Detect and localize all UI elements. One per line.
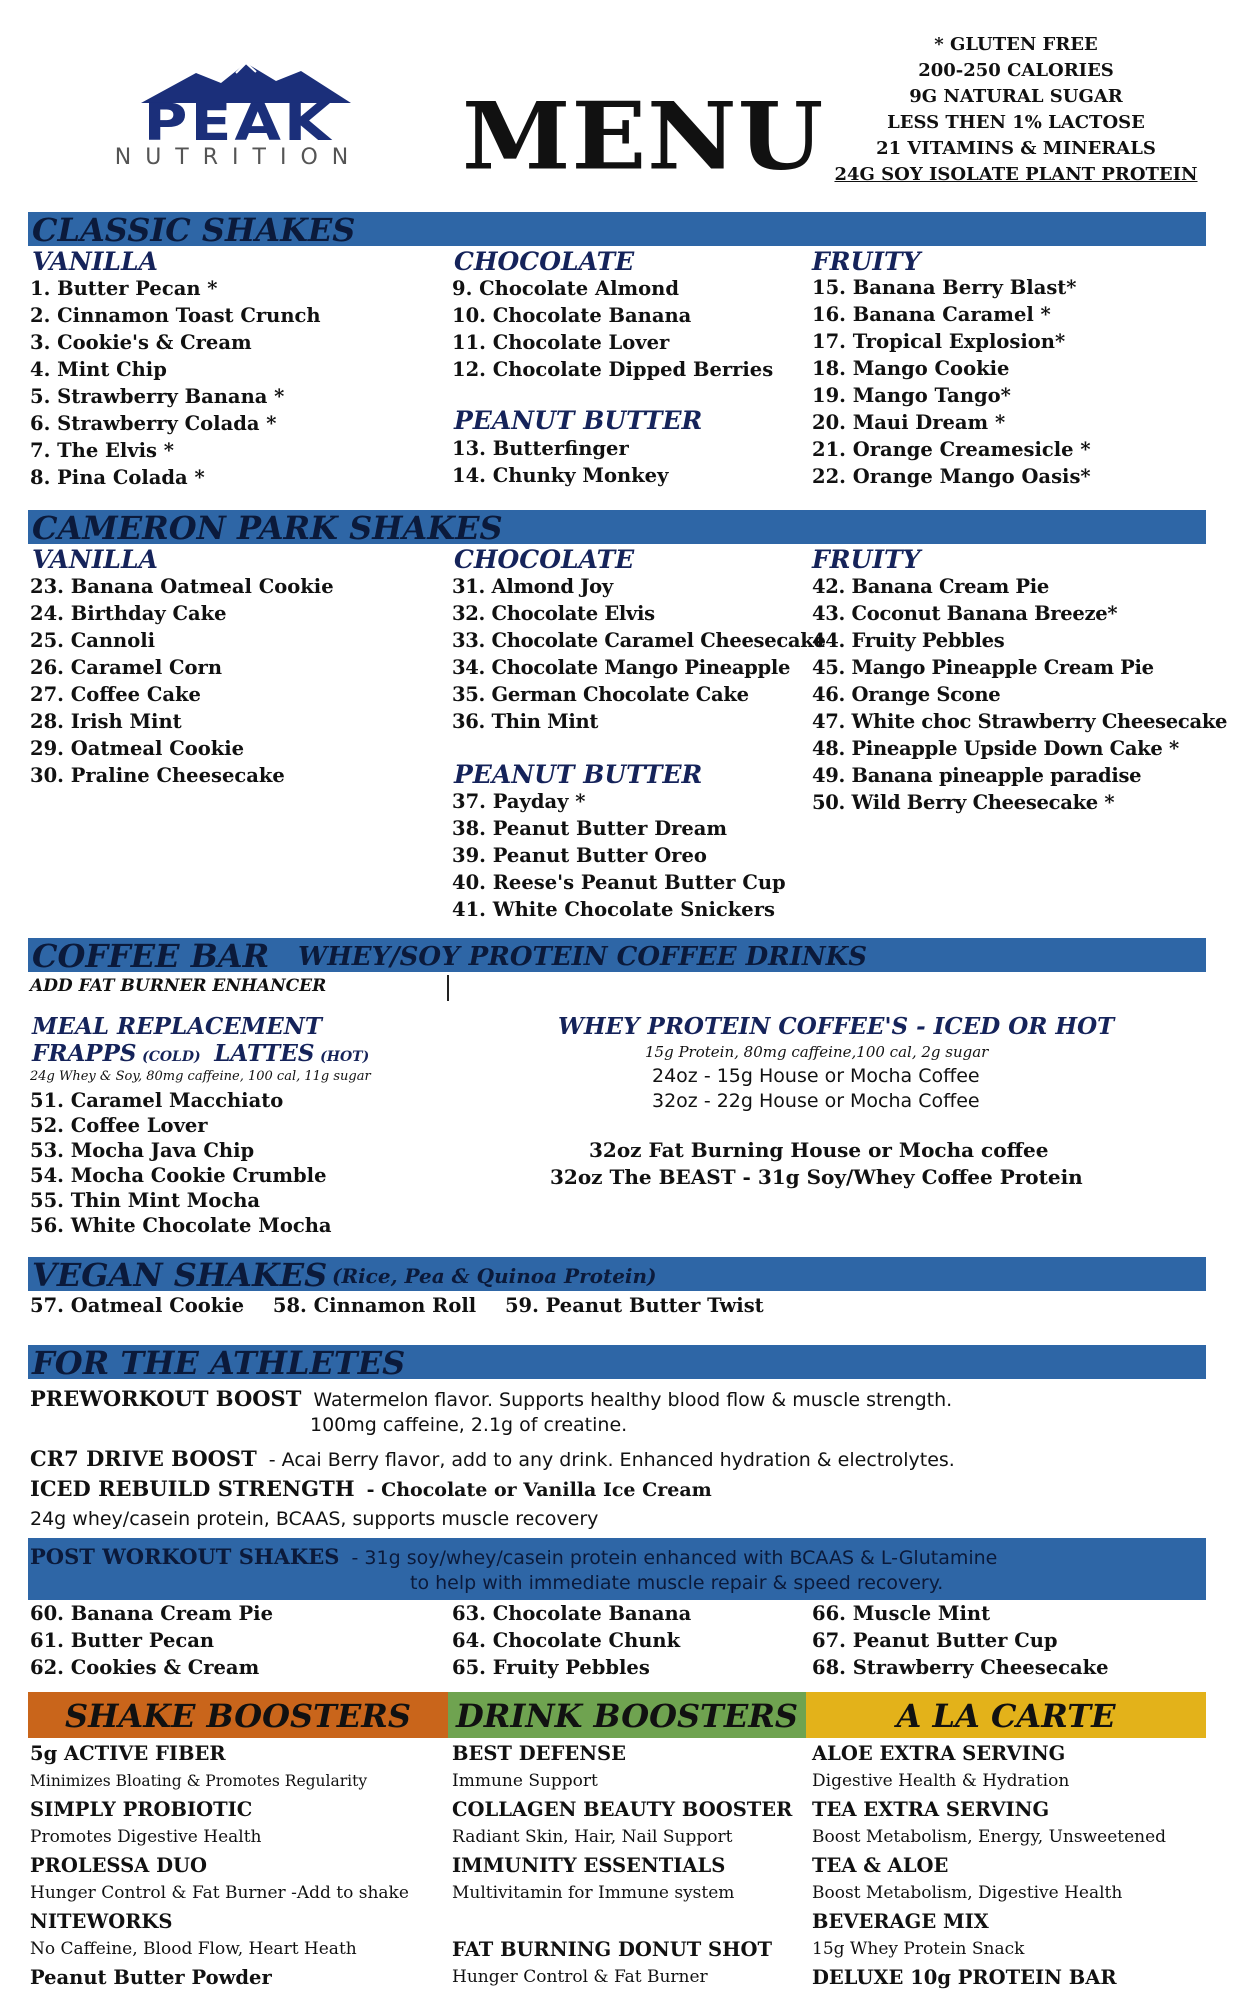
cameron-vanilla-heading: VANILLA (32, 545, 158, 574)
logo-word: PEAK (143, 93, 334, 153)
list-item: 67. Peanut Butter Cup (812, 1629, 1058, 1652)
classic-vanilla-heading: VANILLA (32, 247, 158, 276)
preworkout-row (30, 1388, 952, 1410)
shake-boosters-list (30, 1740, 409, 1992)
list-item: 8. Pina Colada * (30, 466, 205, 489)
list-item: 29. Oatmeal Cookie (30, 737, 245, 760)
booster-name: SIMPLY PROBIOTIC (30, 1798, 253, 1821)
list-item: 60. Banana Cream Pie (30, 1602, 273, 1625)
whey-note: 15g Protein, 80mg caffeine,100 cal, 2g sugar (645, 1043, 989, 1061)
classic-title: CLASSIC SHAKES (32, 211, 356, 249)
booster-desc: Digestive Health & Hydration (812, 1771, 1070, 1791)
feature-item: 24G SOY ISOLATE PLANT PROTEIN (834, 164, 1198, 185)
list-item: 20. Maui Dream * (812, 411, 1006, 434)
special-coffee: 32oz The BEAST - 31g Soy/Whey Coffee Protein (550, 1165, 1083, 1189)
list-item: 26. Caramel Corn (30, 656, 222, 679)
list-item: 52. Coffee Lover (30, 1114, 208, 1137)
vegan-title: VEGAN SHAKES (32, 1256, 328, 1294)
list-item: 23. Banana Oatmeal Cookie (30, 575, 334, 598)
list-item: 65. Fruity Pebbles (452, 1656, 650, 1679)
cameron-peanut-heading: PEANUT BUTTER (454, 760, 703, 789)
booster-desc: Multivitamin for Immune system (452, 1883, 735, 1903)
list-item: 1. Butter Pecan * (30, 277, 218, 300)
post-desc: - 31g soy/whey/casein protein enhanced with BCAAS & L-Glutamine (351, 1547, 998, 1569)
booster-desc: Hunger Control & Fat Burner (452, 1967, 708, 1987)
booster-name: COLLAGEN BEAUTY BOOSTER (452, 1798, 793, 1821)
list-item: 22. Orange Mango Oasis* (812, 465, 1091, 488)
list-item: 15. Banana Berry Blast* (812, 276, 1077, 299)
coffee-list (30, 1088, 332, 1238)
list-item: 55. Thin Mint Mocha (30, 1189, 261, 1212)
meal-note: 24g Whey & Soy, 80mg caffeine, 100 cal, 11g sugar (30, 1069, 371, 1084)
frapps-label: FRAPPS (32, 1040, 137, 1067)
list-item: 66. Muscle Mint (812, 1602, 991, 1625)
list-item: 49. Banana pineapple paradise (812, 764, 1142, 787)
a-la-carte-band (806, 1692, 1206, 1738)
booster-name: FAT BURNING DONUT SHOT (452, 1938, 772, 1961)
classic-vanilla-list (30, 275, 321, 491)
list-item: 48. Pineapple Upside Down Cake * (812, 737, 1179, 760)
list-item: 50. Wild Berry Cheesecake * (812, 791, 1115, 814)
list-item: 28. Irish Mint (30, 710, 182, 733)
iced-name: ICED REBUILD STRENGTH (30, 1476, 355, 1501)
booster-name: ALOE EXTRA SERVING (812, 1742, 1066, 1765)
list-item: 5. Strawberry Banana * (30, 385, 285, 408)
cr7-row (30, 1448, 955, 1470)
booster-name: TEA EXTRA SERVING (812, 1798, 1050, 1821)
iced-desc: - Chocolate or Vanilla Ice Cream (366, 1479, 712, 1501)
booster-desc: Boost Metabolism, Digestive Health (812, 1883, 1123, 1903)
list-item: 37. Payday * (452, 790, 586, 813)
hot-label: (HOT) (320, 1049, 370, 1065)
booster-desc: 15g Whey Protein Snack (812, 1939, 1025, 1959)
list-item: 10. Chocolate Banana (452, 304, 692, 327)
list-item: 42. Banana Cream Pie (812, 575, 1049, 598)
list-item: 38. Peanut Butter Dream (452, 817, 728, 840)
size-option: 24oz - 15g House or Mocha Coffee (652, 1065, 980, 1087)
coffee-subtitle: WHEY/SOY PROTEIN COFFEE DRINKS (298, 942, 868, 972)
classic-chocolate-heading: CHOCOLATE (454, 247, 635, 276)
list-item: 46. Orange Scone (812, 683, 1001, 706)
booster-name: NITEWORKS (30, 1910, 173, 1933)
list-item: 59. Peanut Butter Twist (504, 1294, 764, 1317)
list-item: 9. Chocolate Almond (452, 277, 679, 300)
text-cursor (447, 975, 449, 1001)
feature-item: 200-250 CALORIES (918, 60, 1114, 81)
list-item: 35. German Chocolate Cake (452, 683, 749, 706)
feature-list (826, 32, 1206, 188)
a-la-carte-title: A LA CARTE (896, 1697, 1116, 1735)
menu-title: MENU (462, 81, 825, 192)
booster-name: Peanut Butter Powder (30, 1966, 272, 1989)
cameron-fruity-list (812, 573, 1227, 816)
booster-name: BEST DEFENSE (452, 1742, 626, 1765)
list-item: 68. Strawberry Cheesecake (812, 1656, 1109, 1679)
list-item: 64. Chocolate Chunk (452, 1629, 681, 1652)
logo-subtitle: NUTRITION (114, 145, 363, 170)
list-item: 31. Almond Joy (452, 575, 613, 598)
list-item: 53. Mocha Java Chip (30, 1139, 255, 1162)
classic-fruity-list (812, 274, 1091, 490)
booster-desc: Minimizes Bloating & Promotes Regularity (30, 1772, 368, 1790)
booster-desc: Radiant Skin, Hair, Nail Support (452, 1827, 733, 1847)
fat-burner-enhancer: ADD FAT BURNER ENHANCER (30, 976, 327, 996)
list-item: 11. Chocolate Lover (452, 331, 670, 354)
list-item: 21. Orange Creamesicle * (812, 438, 1091, 461)
size-option: 32oz - 22g House or Mocha Coffee (652, 1090, 980, 1112)
cr7-name: CR7 DRIVE BOOST (30, 1446, 257, 1471)
booster-desc: No Caffeine, Blood Flow, Heart Heath (30, 1939, 357, 1959)
booster-desc: Hunger Control & Fat Burner -Add to shake (30, 1883, 409, 1903)
booster-name: DELUXE 10g PROTEIN BAR (812, 1966, 1117, 1989)
list-item: 44. Fruity Pebbles (812, 629, 1005, 652)
list-item: 12. Chocolate Dipped Berries (452, 358, 774, 381)
a-la-carte-list (812, 1740, 1166, 1992)
peak-logo (86, 55, 391, 170)
list-item: 25. Cannoli (30, 629, 156, 652)
booster-name: BEVERAGE MIX (812, 1910, 989, 1933)
list-item: 4. Mint Chip (30, 358, 167, 381)
cold-label: (COLD) (142, 1049, 201, 1065)
cameron-chocolate-list (452, 573, 826, 735)
list-item: 6. Strawberry Colada * (30, 412, 277, 435)
list-item: 30. Praline Cheesecake (30, 764, 285, 787)
whey-coffee-heading: WHEY PROTEIN COFFEE'S - ICED OR HOT (558, 1013, 1115, 1040)
feature-item: 21 VITAMINS & MINERALS (876, 138, 1156, 159)
post-col-3 (812, 1600, 1109, 1681)
feature-item: * GLUTEN FREE (934, 34, 1098, 55)
list-item: 13. Butterfinger (452, 437, 629, 460)
classic-peanut-heading: PEANUT BUTTER (454, 406, 703, 435)
list-item: 63. Chocolate Banana (452, 1602, 692, 1625)
list-item: 33. Chocolate Caramel Cheesecake (452, 629, 826, 652)
classic-chocolate-list (452, 275, 773, 383)
booster-desc: Promotes Digestive Health (30, 1827, 262, 1847)
preworkout-desc: Watermelon flavor. Supports healthy blood flow & muscle strength. (313, 1389, 953, 1411)
list-item: 43. Coconut Banana Breeze* (812, 602, 1118, 625)
list-item: 14. Chunky Monkey (452, 464, 669, 487)
post-desc-2: to help with immediate muscle repair & speed recovery. (410, 1572, 944, 1594)
drink-boosters-title: DRINK BOOSTERS (456, 1697, 798, 1735)
feature-item: LESS THEN 1% LACTOSE (887, 112, 1145, 133)
list-item: 17. Tropical Explosion* (812, 330, 1066, 353)
preworkout-desc-2: 100mg caffeine, 2.1g of creatine. (310, 1414, 628, 1436)
list-item: 32. Chocolate Elvis (452, 602, 655, 625)
list-item: 62. Cookies & Cream (30, 1656, 260, 1679)
classic-peanut-list (452, 435, 668, 489)
list-item: 7. The Elvis * (30, 439, 175, 462)
meal-replacement-heading: MEAL REPLACEMENT (32, 1013, 322, 1040)
list-item: 61. Butter Pecan (30, 1629, 215, 1652)
post-title-row (30, 1546, 997, 1568)
list-item: 19. Mango Tango* (812, 384, 1011, 407)
shake-boosters-title: SHAKE BOOSTERS (65, 1697, 411, 1735)
list-item: 36. Thin Mint (452, 710, 599, 733)
list-item: 3. Cookie's & Cream (30, 331, 252, 354)
frapps-lattes-heading (32, 1042, 369, 1065)
booster-name: TEA & ALOE (812, 1854, 949, 1877)
vegan-items (30, 1296, 764, 1316)
post-col-1 (30, 1600, 273, 1681)
cameron-peanut-list (452, 788, 786, 923)
drink-boosters-list (452, 1740, 792, 1992)
list-item: 27. Coffee Cake (30, 683, 201, 706)
booster-desc: Immune Support (452, 1771, 598, 1791)
cameron-chocolate-heading: CHOCOLATE (454, 545, 635, 574)
list-item: 41. White Chocolate Snickers (452, 898, 775, 921)
list-item: 57. Oatmeal Cookie (30, 1294, 245, 1317)
booster-desc: Boost Metabolism, Energy, Unsweetened (812, 1827, 1167, 1847)
drink-boosters-band (448, 1692, 806, 1738)
cr7-desc: - Acai Berry flavor, add to any drink. Enhanced hydration & electrolytes. (268, 1449, 955, 1471)
list-item: 45. Mango Pineapple Cream Pie (812, 656, 1154, 679)
post-col-2 (452, 1600, 691, 1681)
special-coffee: 32oz Fat Burning House or Mocha coffee (589, 1138, 1049, 1162)
list-item: 47. White choc Strawberry Cheesecake (812, 710, 1228, 733)
list-item: 51. Caramel Macchiato (30, 1089, 284, 1112)
list-item: 16. Banana Caramel * (812, 303, 1051, 326)
booster-spacer (452, 1908, 792, 1936)
booster-name: IMMUNITY ESSENTIALS (452, 1854, 726, 1877)
athletes-title: FOR THE ATHLETES (32, 1344, 406, 1382)
list-item: 34. Chocolate Mango Pineapple (452, 656, 791, 679)
iced-desc-2: 24g whey/casein protein, BCAAS, supports muscle recovery (30, 1508, 599, 1530)
cameron-title: CAMERON PARK SHAKES (32, 509, 503, 547)
list-item: 56. White Chocolate Mocha (30, 1214, 332, 1237)
feature-item: 9G NATURAL SUGAR (909, 86, 1123, 107)
list-item: 2. Cinnamon Toast Crunch (30, 304, 321, 327)
list-item: 40. Reese's Peanut Butter Cup (452, 871, 786, 894)
list-item: 24. Birthday Cake (30, 602, 227, 625)
booster-name: PROLESSA DUO (30, 1854, 207, 1877)
vegan-subtitle: (Rice, Pea & Quinoa Protein) (332, 1264, 657, 1288)
list-item: 54. Mocha Cookie Crumble (30, 1164, 327, 1187)
list-item: 58. Cinnamon Roll (272, 1294, 477, 1317)
cameron-vanilla-list (30, 573, 334, 789)
shake-boosters-band (28, 1692, 448, 1738)
iced-row (30, 1478, 712, 1500)
list-item: 18. Mango Cookie (812, 357, 1010, 380)
lattes-label: LATTES (214, 1040, 315, 1067)
coffee-title: COFFEE BAR (32, 937, 270, 975)
post-title: POST WORKOUT SHAKES (30, 1544, 340, 1569)
classic-fruity-heading: FRUITY (812, 247, 921, 276)
preworkout-name: PREWORKOUT BOOST (30, 1386, 302, 1411)
list-item: 39. Peanut Butter Oreo (452, 844, 707, 867)
booster-name: 5g ACTIVE FIBER (30, 1742, 226, 1765)
cameron-fruity-heading: FRUITY (812, 545, 921, 574)
